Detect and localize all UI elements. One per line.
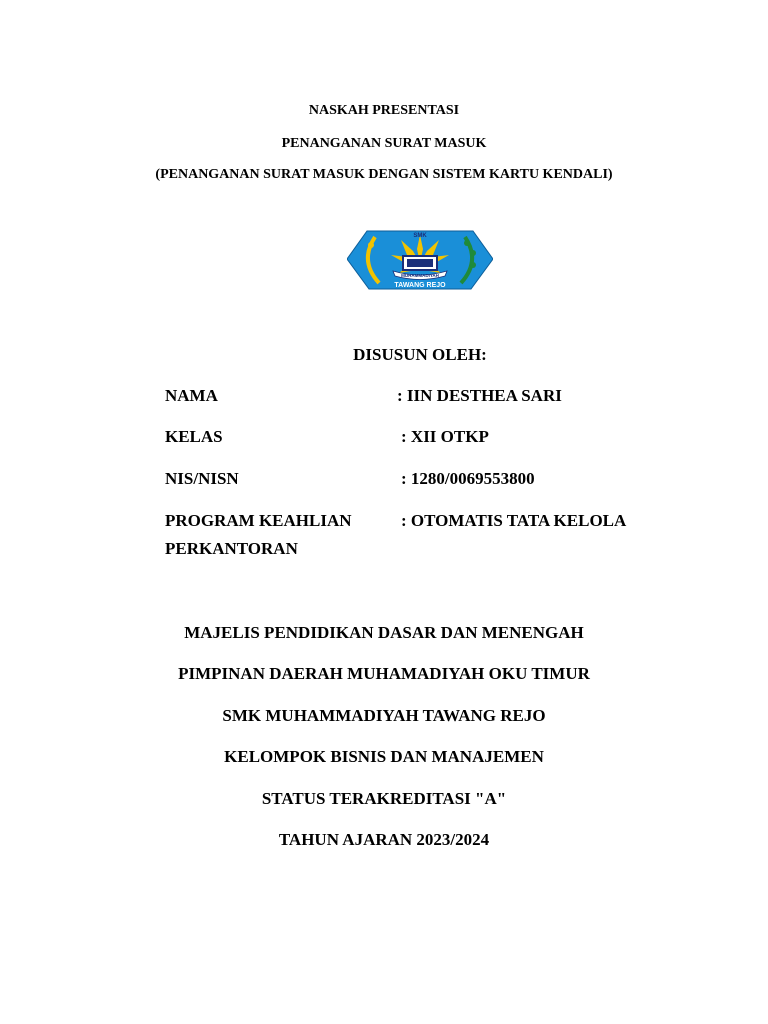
footer-line-pimpinan: PIMPINAN DAERAH MUHAMADIYAH OKU TIMUR	[178, 664, 590, 683]
field-value-nis: : 1280/0069553800	[401, 469, 535, 488]
field-value-kelas: : XII OTKP	[401, 427, 489, 446]
logo-smk-text: SMK	[413, 233, 427, 239]
footer-line-tahun: TAHUN AJARAN 2023/2024	[278, 830, 490, 849]
author-heading: DISUSUN OLEH:	[353, 345, 487, 364]
footer-line-school: SMK MUHAMMADIYAH TAWANG REJO	[222, 706, 546, 725]
field-value-program: : OTOMATIS TATA KELOLA	[401, 511, 627, 530]
logo-ribbon-text: MUHAMMADIYAH	[401, 273, 439, 278]
field-label-program: PROGRAM KEAHLIAN	[165, 511, 352, 530]
logo-school-name: TAWANG REJO	[394, 282, 446, 289]
footer-line-status: STATUS TERAKREDITASI "A"	[261, 789, 507, 808]
doc-subtitle-detail: (PENANGANAN SURAT MASUK DENGAN SISTEM KARTU KENDALI)	[155, 167, 613, 182]
field-label-nis: NIS/NISN	[165, 469, 239, 488]
footer-line-kelompok: KELOMPOK BISNIS DAN MANAJEMEN	[224, 747, 544, 766]
doc-subtitle: PENANGANAN SURAT MASUK	[281, 136, 487, 151]
doc-title: NASKAH PRESENTASI	[308, 103, 460, 118]
field-label-nama: NAMA	[165, 386, 218, 405]
field-value-program-continuation: PERKANTORAN	[165, 539, 298, 558]
school-logo	[347, 223, 493, 293]
footer-line-majelis: MAJELIS PENDIDIKAN DASAR DAN MENENGAH	[184, 623, 584, 642]
field-value-nama: : IIN DESTHEA SARI	[397, 386, 562, 405]
field-label-kelas: KELAS	[165, 427, 223, 446]
